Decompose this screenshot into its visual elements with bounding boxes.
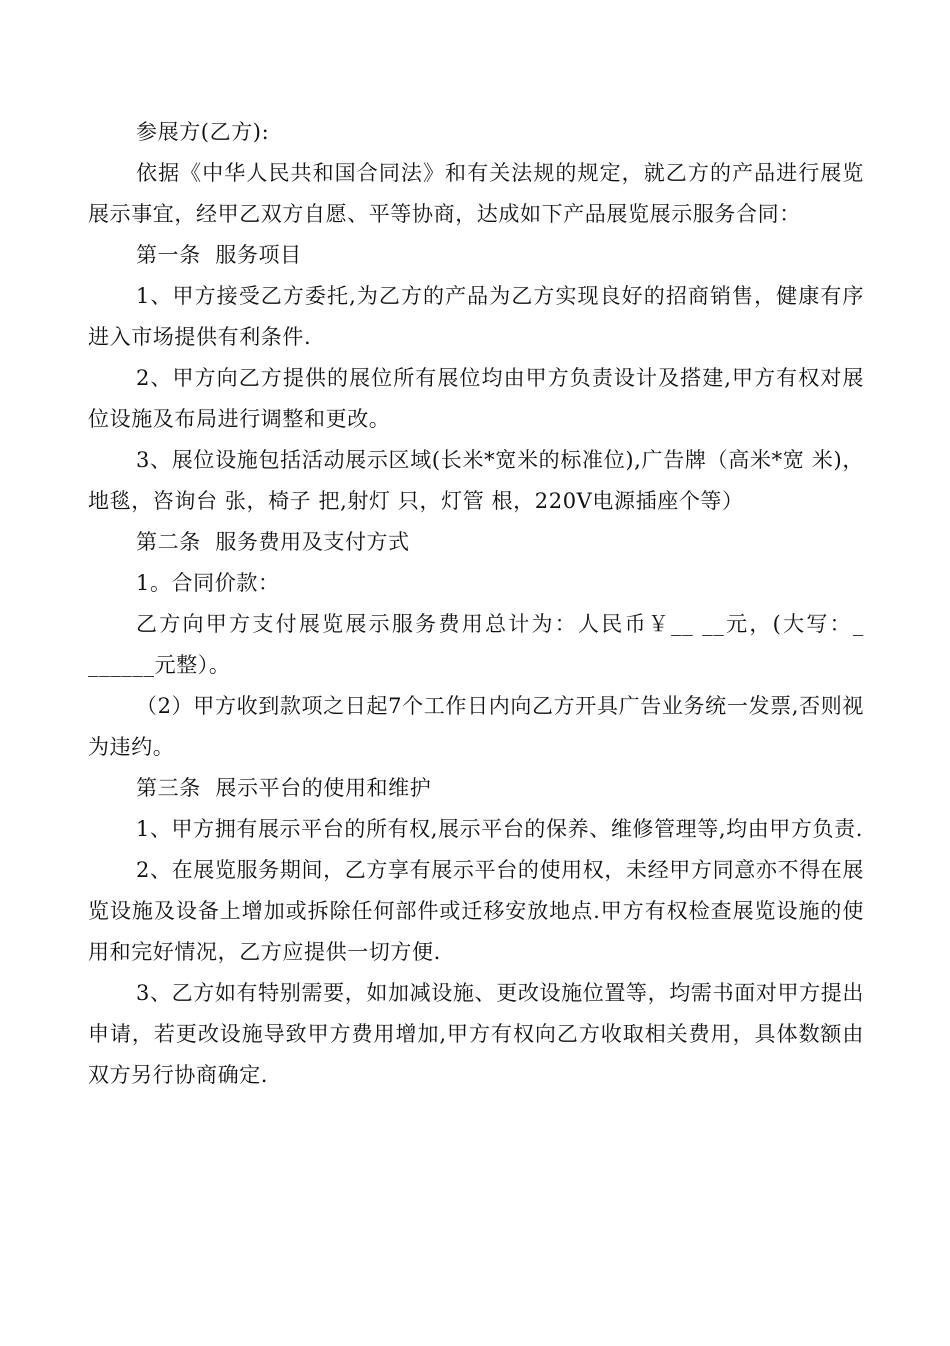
article-2-clause-2: （2）甲方收到款项之日起7个工作日内向乙方开具广告业务统一发票,否则视为违约。 xyxy=(88,694,864,759)
article-1-heading: 第一条 服务项目 xyxy=(136,243,302,267)
article-2-payment-amount: 乙方向甲方支付展览展示服务费用总计为：人民币￥__ __元，(大写：_ ______元整）。 xyxy=(88,612,872,677)
article-3-clause-2: 2、在展览服务期间，乙方享有展示平台的使用权，未经甲方同意亦不得在展览设施及设备上增加或拆除任何部件或迁移安放地点.甲方有权检查展览设施的使用和完好情况，乙方应提供一切方便. xyxy=(88,858,864,964)
article-3-clause-3: 3、乙方如有特别需要，如加减设施、更改设施位置等，均需书面对甲方提出申请，若更改设施导致甲方费用增加,甲方有权向乙方收取相关费用，具体数额由双方另行协商确定. xyxy=(88,981,864,1087)
article-2-clause-1: 1。合同价款： xyxy=(136,571,280,595)
party-b-label: 参展方(乙方): xyxy=(136,120,270,144)
preamble-paragraph: 依据《中华人民共和国合同法》和有关法规的规定，就乙方的产品进行展览展示事宜，经甲乙双方自愿、平等协商，达成如下产品展览展示服务合同： xyxy=(88,161,864,226)
article-1-clause-3: 3、展位设施包括活动展示区域(长米*宽米的标准位),广告牌（高米*宽 米)，地毯，咨询台 张，椅子 把,射灯 只，灯管 根，220V电源插座个等） xyxy=(88,448,864,513)
article-1-clause-2: 2、甲方向乙方提供的展位所有展位均由甲方负责设计及搭建,甲方有权对展位设施及布局进行调整和更改。 xyxy=(88,366,864,431)
article-1-clause-1: 1、甲方接受乙方委托,为乙方的产品为乙方实现良好的招商销售，健康有序进入市场提供有利条件. xyxy=(88,284,864,349)
article-3-heading: 第三条 展示平台的使用和维护 xyxy=(136,776,432,800)
contract-body xyxy=(88,112,872,1096)
article-2-heading: 第二条 服务费用及支付方式 xyxy=(136,530,410,554)
article-3-clause-1: 1、甲方拥有展示平台的所有权,展示平台的保养、维修管理等,均由甲方负责. xyxy=(136,817,863,841)
